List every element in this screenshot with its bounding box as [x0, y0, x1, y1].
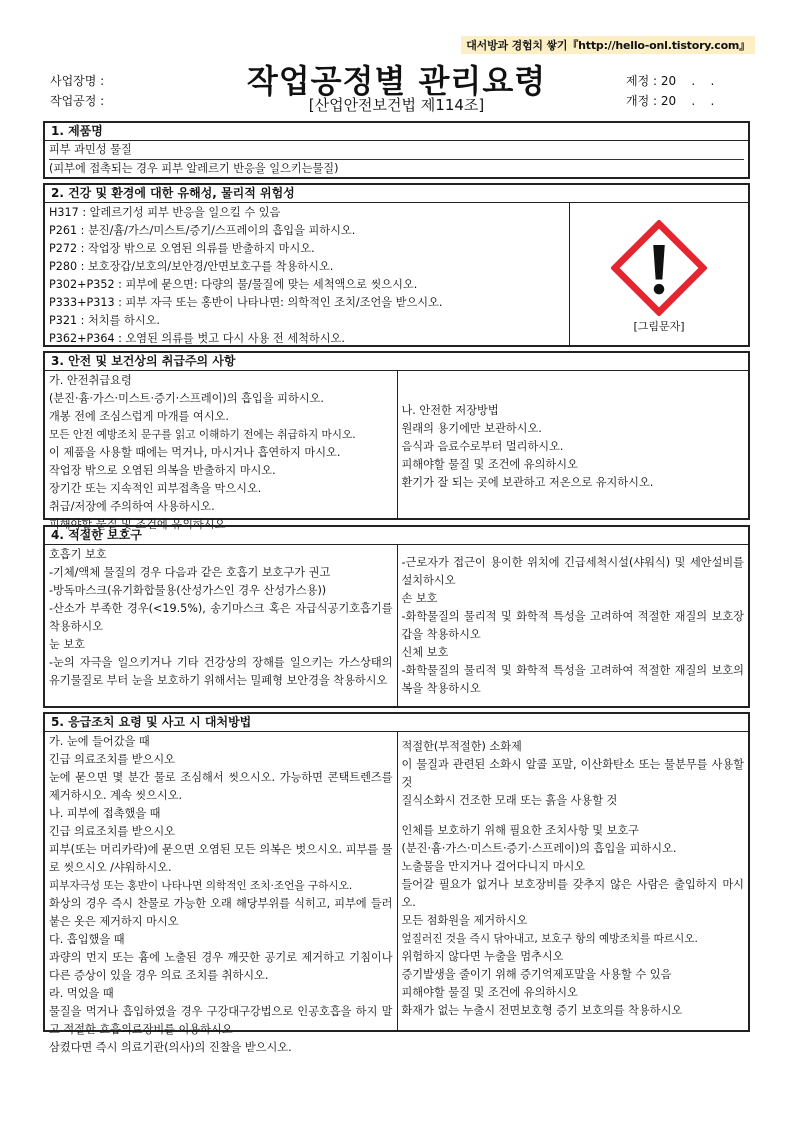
- text-line: 피해야할 물질 및 조건에 유의하시오: [49, 518, 226, 531]
- text-line: 취급/저장에 주의하여 사용하시오.: [49, 500, 215, 513]
- text-line: (분진·흄·가스·미스트·증기·스프레이)의 흡입을 피하시오.: [401, 842, 677, 855]
- safe-storage-column: [397, 371, 749, 518]
- section-protective-equipment: [43, 525, 750, 708]
- text-line: 인체를 보호하기 위해 필요한 조치사항 및 보호구: [401, 824, 639, 837]
- text-line: (분진·흄·가스·미스트·증기·스프레이)의 흡입을 피하시오.: [49, 392, 324, 405]
- text-line: 다. 흡입했을 때: [49, 933, 125, 946]
- hazard-statements: [45, 203, 569, 345]
- text-line: 신체 보호: [401, 646, 449, 659]
- text-line: 이 제품을 사용할 때에는 먹거나, 마시거나 흡연하지 마시오.: [49, 446, 341, 459]
- page-title: 작업공정별 관리요령: [246, 62, 547, 100]
- section-product-name: [43, 121, 750, 179]
- enacted-date: 제정 : 20 . .: [626, 74, 715, 88]
- text-line: 피해야할 물질 및 조건에 유의하시오: [401, 986, 578, 999]
- page-subtitle: [산업안전보건법 제114조]: [308, 96, 485, 114]
- text-line: -산소가 부족한 경우(<19.5%), 송기마스크 혹은 자급식공기호흡기를 착용하시오: [49, 602, 393, 633]
- text-line: 질식소화시 건조한 모래 또는 흙을 사용할 것: [401, 794, 618, 807]
- text-line: H317 : 알레르기성 피부 반응을 일으킬 수 있음: [49, 206, 281, 219]
- hand-body-column: [397, 545, 749, 706]
- text-line: (피부에 접촉되는 경우 피부 알레르기 반응을 일으키는물질): [49, 162, 339, 175]
- text-line: 나. 안전한 저장방법: [401, 404, 499, 417]
- text-line: 라. 먹었을 때: [49, 987, 114, 1000]
- text-line: -방독마스크(유기화합물용(산성가스인 경우 산성가스용)): [49, 584, 327, 597]
- text-line: 피부 과민성 물질: [49, 141, 744, 160]
- revised-date: 개정 : 20 . .: [626, 94, 715, 108]
- text-line: -근로자가 접근이 용이한 위치에 긴급세척시설(샤워식) 및 세안설비를 설치하시오: [401, 556, 744, 587]
- text-line: 피부(또는 머리카락)에 묻으면 오염된 모든 의복은 벗으시오. 피부를 물로 씻으시오 /샤워하시오.: [49, 843, 393, 874]
- text-line: 노출물을 만지거나 걸어다니지 마시오: [401, 860, 586, 873]
- text-line: 들어갈 필요가 없거나 보호장비를 갖추지 않은 사람은 출입하지 마시오.: [401, 878, 744, 909]
- text-line: P362+P364 : 오염된 의류를 벗고 다시 사용 전 세척하시오.: [49, 332, 345, 345]
- text-line: 모든 점화원을 제거하시오: [401, 914, 528, 927]
- text-line: -기체/액체 물질의 경우 다음과 같은 호흡기 보호구가 권고: [49, 566, 331, 579]
- respiratory-eye-column: [45, 545, 397, 706]
- text-line: 위험하지 않다면 누출을 멈추시오: [401, 950, 564, 963]
- text-line: 물질을 먹거나 흡입하였을 경우 구강대구강법으로 인공호흡을 하지 말고 적절한 호흡의료장비를 이용하시오: [49, 1005, 393, 1036]
- section-title: 2. 건강 및 환경에 대한 유해성, 물리적 위험성: [45, 185, 748, 203]
- text-line: 개봉 전에 조심스럽게 마개를 여시오.: [49, 410, 229, 423]
- source-banner[interactable]: 대서방과 경험치 쌓기『http://hello-onl.tistory.com』: [461, 36, 755, 54]
- exclamation-mark-diamond-icon: [611, 220, 707, 316]
- section-first-aid: [43, 712, 750, 1054]
- text-line: 화재가 없는 누출시 전면보호형 증기 보호의를 착용하시오: [401, 1004, 683, 1017]
- text-line: P321 : 처치를 하시오.: [49, 314, 160, 327]
- text-line: 긴급 의료조치를 받으시오: [49, 753, 175, 766]
- text-line: -눈의 자극을 일으키거나 기타 건강상의 장해를 일으키는 가스상태의 유기물질로 부터 눈을 보호하기 위해서는 밀폐형 보안경을 착용하시오: [49, 656, 393, 687]
- text-line: 나. 피부에 접촉했을 때: [49, 807, 161, 820]
- text-line: P261 : 분진/흄/가스/미스트/증기/스프레이의 흡입을 피하시오.: [49, 224, 356, 237]
- text-line: 피부자극성 또는 홍반이 나타나면 의학적인 조치·조언을 구하시오.: [49, 880, 353, 892]
- text-line: P272 : 작업장 밖으로 오염된 의류를 반출하지 마시오.: [49, 242, 315, 255]
- safe-handling-column: [45, 371, 397, 531]
- text-line: 환기가 잘 되는 곳에 보관하고 저온으로 유지하시오.: [401, 476, 654, 489]
- text-line: 호흡기 보호: [49, 548, 107, 561]
- text-line: P302+P352 : 피부에 묻으면: 다량의 물/물질에 맞는 세척액으로 씻으시오.: [49, 278, 418, 291]
- fire-spill-column: [397, 732, 749, 1030]
- process-label: 작업공정 :: [50, 94, 105, 108]
- text-line: 눈에 묻으면 몇 분간 물로 조심해서 씻으시오. 가능하면 콘택트렌즈를 제거하시오. 계속 씻으시오.: [49, 771, 393, 802]
- text-line: 과량의 먼지 또는 흄에 노출된 경우 깨끗한 공기로 제거하고 기침이나 다른 증상이 있을 경우 의료 조치를 취하시오.: [49, 951, 393, 982]
- text-line: 긴급 의료조치를 받으시오: [49, 825, 175, 838]
- section-title: 1. 제품명: [45, 123, 748, 141]
- section-title: 4. 적절한 보호구: [45, 527, 748, 545]
- text-line: 화상의 경우 즉시 찬물로 가능한 오래 해당부위를 식히고, 피부에 들러붙은 옷은 제거하지 마시오: [49, 897, 393, 928]
- text-line: 가. 안전취급요령: [49, 374, 132, 387]
- text-line: -화학물질의 물리적 및 화학적 특성을 고려하여 적절한 재질의 보호장갑을 착용하시오: [401, 610, 744, 641]
- text-line: 원래의 용기에만 보관하시오.: [401, 422, 542, 435]
- text-line: 삼켰다면 즉시 의료기관(의사)의 진찰을 받으시오.: [49, 1041, 292, 1054]
- section-hazards: [43, 183, 750, 347]
- text-line: 적절한(부적절한) 소화제: [401, 740, 522, 753]
- text-line: 눈 보호: [49, 638, 85, 651]
- first-aid-column: [45, 732, 397, 1054]
- text-line: 음식과 음료수로부터 멀리하시오.: [401, 440, 564, 453]
- text-line: 이 물질과 관련된 소화시 알콜 포말, 이산화탄소 또는 물분무를 사용할 것: [401, 758, 744, 789]
- section-body: [45, 141, 748, 178]
- text-line: -화학물질의 물리적 및 화학적 특성을 고려하여 적절한 재질의 보호의복을 착용하시오: [401, 664, 744, 695]
- text-line: P280 : 보호장갑/보호의/보안경/안면보호구를 착용하시오.: [49, 260, 334, 273]
- text-line: P333+P313 : 피부 자극 또는 홍반이 나타나면: 의학적인 조치/조언을 받으시오.: [49, 296, 443, 309]
- text-line: 모든 안전 예방조치 문구를 읽고 이해하기 전에는 취급하지 마시오.: [49, 429, 356, 441]
- text-line: 가. 눈에 들어갔을 때: [49, 735, 150, 748]
- section-title: 3. 안전 및 보건상의 취급주의 사항: [45, 353, 748, 371]
- text-line: 장기간 또는 지속적인 피부접촉을 막으시오.: [49, 482, 262, 495]
- pictogram-label: [그림문자]: [633, 320, 685, 333]
- text-line: 피해야할 물질 및 조건에 유의하시오: [401, 458, 578, 471]
- section-title: 5. 응급조치 요령 및 사고 시 대처방법: [45, 714, 748, 732]
- text-line: 손 보호: [401, 592, 438, 605]
- workplace-label: 사업장명 :: [50, 74, 105, 88]
- text-line: 증기발생을 줄이기 위해 증기억제포말을 사용할 수 있음: [401, 968, 672, 981]
- pictogram-cell: [569, 203, 748, 345]
- section-handling: [43, 351, 750, 531]
- text-line: 작업장 밖으로 오염된 의복을 반출하지 마시오.: [49, 464, 276, 477]
- text-line: 엎질러진 것을 즉시 닦아내고, 보호구 항의 예방조치를 따르시오.: [401, 933, 698, 945]
